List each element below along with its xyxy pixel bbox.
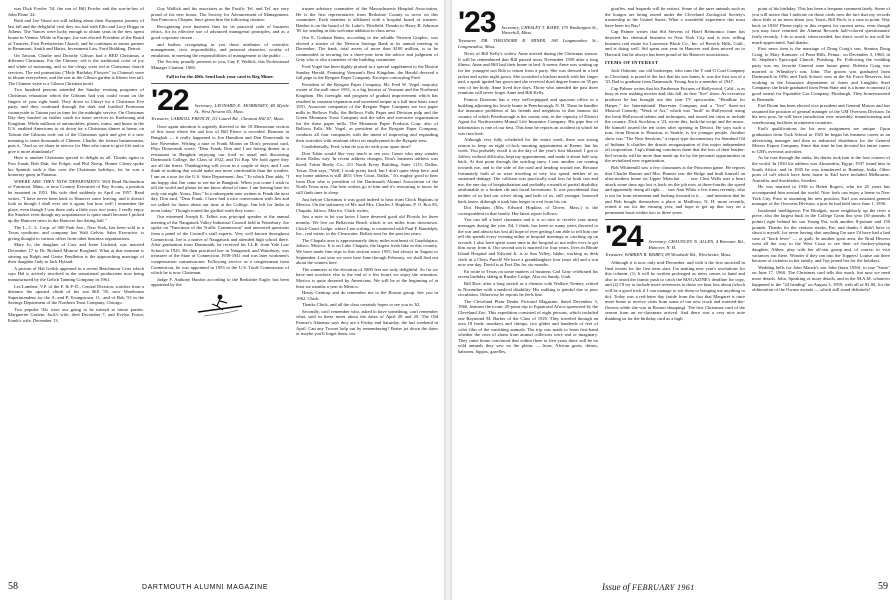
- class-24-secretary: Secretary, CHAUNCEY N. ALLEN, 4 Brewster Rd., Hanover, N. H.: [648, 239, 745, 250]
- paragraph: News of Bill Kelly's widow Anne arrived during the Christmas season. It will be remembered that Bill passed away November 1958 after a long illness. Anne and Bill had their home in bed. It seems Anne was waiting up for her youngest son Bob to return from a party. She was dressed in a bed jacket and nylon night gown. She scratched a kitchen match with her finger nail, a spark ignited her gown and she received third degree burns on 35 per cent of her body. Anne lived five days. Those who attended the past three reunions will never forget Anne and Bill Kelly.: [458, 51, 598, 96]
- paragraph: First news item is the marriage of Doug Craig's son, Stanton Doug Craig, to Mary Kamurer, of Penn Hills, Penna., on December 3, 1960, in St. Stephen's Episcopal Church, Pittsburg, Pa. Following the wedding party was my favorite General state house guest. Roberta Craig was married to Wheatley's son, John. The groom was graduated from Dartmouth in 1956, and Tuck School; now in the Air Force Reserves, but working in the Insurance department of Jones and Laughlin Steel Company; the bride graduated from Penn State and is a home economist (a good omen) for Equitable Gas Company, Pittsburgh. They honeymooned in Bermuda.: [752, 46, 890, 102]
- paragraph: The L. C. L. Corp. of 500 Park Ave., New York, has been sold to a Texas syndicate, and company has Walt Gelvin, Sales Executive, is giving thought to various offers from other business organizations.: [8, 224, 144, 241]
- paragraph: Mary Jo, the daughter of Cary and Irene Litchard, was married December 17 to Dr. Richard Monroe Borgland. What at that moment is stirring up Ralph and Gertie Pendleton is the approaching marriage of their daughter Judy to Jack Hyland.: [8, 242, 144, 265]
- class-23-secretary: Secretary, CHESLEY T. BIXBY, 170 Washington St., Haverhill, Mass.: [501, 24, 598, 36]
- left-col1-body: [8, 6, 144, 324]
- class-23-header: [458, 6, 598, 39]
- paragraph: trustee advisory committee of the Massachusetts Hospital Association. He is the first representative from Berkshire County to serve on this committee. Each member is affiliated with a hospital board of trustees. Hanlon is on the board of St. Luke's, Pittsfield. Thanks to Harry B. Johnson '05 for sending in this welcome addition to class news.: [296, 6, 438, 34]
- paragraph: Wedding bells for John Mauck's son John (born 1936): to one "Susie" on June 17, 1960. The Christmas card tells this much, but now we need more details. John. Speaking of more details, and in the M.A.M. whatever happened to the "24 heading" on August 3, 1959, with all of $1.00, for the obliteration of the Owaeo awards — which still stand definitely!: [752, 264, 890, 293]
- paragraph: Two hundred persons attended the Sunday evening programs of Christmas relaxation which the Gibsons had you could count on the fingers of your right hand. They drove to Chiayi for a Christmas Eve party, and they continued through the dark and fortified Formosan countryside to Tainan just in time for the midnight service. On Christmas Day they hurried on farther south for more services in Kaohsiung and Kingdom. While millions of automobiles, planes, trains, and buses in the U.S. enabled Americans to sit down for a Christmas dinner at home, on Taiwan the Gibsons rode out of the Christmas spirit and give it a new meaning to some thousands of Chinese. Charlie, the former businessman, puts it, "And so we share in service for Him who came to give life and to give it more abundantly!": [8, 87, 144, 154]
- paragraph: On Taiwan, Charlie and Dorothy Gibson had a RED Christmas, a different Christmas. For the Chinese, red is the traditional color of joy and white of mourning, and so the clergy wear red at Christmas church services. The red poinsettias ("Holy Birthday Flowers" in Chinese) were in bloom everywhere, and the one in the Gibson garden is fifteen feet tall. The Chinese verse is a Gibson Christian motif.: [8, 52, 144, 86]
- paragraph: giraffes, and leopards will be extinct. Some of the rarer animals such as the bongos are being reared under the Cleveland Zoological Society's trusteeship in the United States. What a wonderful experience this must have been for Ray!: [605, 6, 745, 28]
- right-col3-body: [752, 6, 890, 293]
- paragraph: The Chapala area is approximately thirty miles northeast of Guadalajara, Jalisco, Mexico. It is on Lake Chapala, the largest fresh lake in this country. We have made fine trips to this section since 1955, but always in August or September. Last year we were here June through February, we shall find out about the winters here.: [296, 237, 438, 266]
- paragraph: Although it is now only mid-December, and with it the first snowfall in final exams for the first term start, I'm making new year's resolutions for this column: (1) It will be written prolonged as news comes to hand and also to avoid the frantic push to catch the MAGAZINE's deadline for copy, and (2) I'll try to include more references to those we hear less about (which will be a good trick if I can manage to stir them to bringing me anything to do). Today was a red-letter day (aside from the fact that Margaret is once more home to receive visits from some of our new crock and watered-the-flowers while she was in Boston shopping). The first Christmas card of the season from an ex-classmate arrived. And there was a very nice note thanking us for the birthday card as a high: [605, 259, 745, 321]
- right-column-1: [458, 6, 598, 554]
- paragraph: Bob Whittemill saw a few classmates at the Princeton game. He reports that Charlie Bonner and Mrs. Bonner saw the Ridge and built himself an ultra-modern home on Upper Monclair . . . saw Clint Wells met a heart attack some time ago but is back on the job now at three-fourths the speed and apparently doing all right . . . saw Ann White a few times recently, who is not far from retirement and looking forward to it . . . and mentions that he and Bob bought themselves a place in Marlboro, N. H. more recently, rented it out for the ensuing year, and hope to get up that way on a permanent basis within two or three years.: [605, 165, 745, 215]
- left-column-3: [296, 6, 438, 554]
- paragraph: Ruth and Joe Vance are still talking about their European journey of last fall and the delightful visit they too had with Ellis and Lucy Briggs in Athens. The Vances were lucky enough to obtain seats in the new opera house in Vienna. While in Europe, Joe was elected President of the Board of Trustees, First Presbyterian Church, and he continues as senior partner in Beaumont, Smith and Harris, Investment Law, Ford Building, Detroit.: [8, 18, 144, 52]
- class-22-secretary: Secretary, LEONARD E. MORRISSEY, 48 Myrtle St., West Newton 65, Mass.: [194, 102, 289, 114]
- book-gutter: [444, 0, 452, 600]
- paragraph: Fred Vogel has been highly praised in a special supplement to the Boston Sunday Herald, Featuring Vermont's Best Kingdom, the Herald devoted a full page to the Ryegate Paper Company. Excerpts concerning Fred:: [296, 63, 438, 81]
- paragraph: President of the Ryegate Paper Company, Mr. Fred W. Vogel, majority owner of the mill since 1951, is a big booster of Vermont and the Northeast Kingdom. His foresight and program of gradual improvement which has resulted in constant expansion and increased output at a full time basis since 1951. Associate companies of the Ryegate Paper Company are two paper mills in Bellows Falls, the Bellows Falls Paper and Division pulp and the Green Mountain Trout Company and the sales and executive organization for the three paper mills. The Mountain Paper Products Corp. also of Bellows Falls. Mr. Vogel, as president of the Ryegate Paper Company, conducts all four companies with the intent of improving and expanding their activities with resultant effect on employment in the Ryegate area.: [296, 81, 438, 143]
- fall-in-note: Fall in for the 40th. Send back your card to Reg Miner.: [166, 73, 274, 79]
- paragraph: Secondly, can't remember who, asked to have something, can't remember what, said in these notes about the dates of April 28 and 29. The Old Farmer's Almanac says they are a Friday and Saturday, the last weekend in April. Can any Twoser help out by remembering? Better jot down the dates or maybe you'll forget them, too.: [296, 308, 438, 337]
- paragraph: Our E. Graham Bates, according to the reliable Newton Graphic, was elected a trustee of the Newton Savings Bank at its annual meeting in December. The bank, total assets of more than $100 million, is to be commended in securing for a three-year term the advice and judgment of Gray who is also a member of the building committee.: [296, 34, 438, 63]
- right-column-2: [605, 6, 745, 554]
- paragraph: Jock Osborne, our old bookeeper, who runs the Y and O Coal Company in Cleveland, is proud of the fact that his son James Jr. was the first son of a '23 Dad to graduate from Dartmouth. Young Jim is a member of 1947.: [605, 67, 745, 85]
- paragraph: En route to Texas on some matters of business Carl Gray celebrated his recent birthday skiing at Rustler Lodge, Alta via Sandy, Utah.: [458, 268, 598, 280]
- paragraph: The summers at the elevation of 5000 feet are truly delightful. So far we have met nowhere else to the end of a few hours we enjoy the sensation. Mexico is quite deserted by Americans. We will be at the beginning of at least six months a year in Mexico.: [296, 266, 438, 289]
- paragraph: Judge F. Anthony Hanlon according to the Berkshire Eagle, has been appointed by the: [151, 276, 289, 288]
- paragraph: Once again attention is urgently directed to the 18 Memoriam section of this issue where the sad loss of Bill Pierce is recorded. Reunion in Bangkok — it really happened to Jon Hamilton and Don Donovanik in late November. Writing a note to Frank Moran on Don's personal card, Phys Donovanik wrote, "Dear Frank, Don and I are having dinner in a restaurant in Bangkok enjoying our food so usual and discussing Dartmouth College, the Class of 1922, and Tri Kap. We both agree they are all the finest. Thanksgiving will occur in a couple of days, and I can think of nothing that would make one more comfortable than the weather. I am on a tour for the U.S. State Department. Jim." To which Don adds, "I am happy that Jim came to see me in Bangkok. When you come I wish to tell the world and please let me know ahead of time. I am leaving here for only one night. Yours, Don." In a subsequent note written to Frank the next day, Don said, "Dear Frank, I have had a nice conversation with Jim and we talked for hours about our time at the College. Jim left for India at noon today." Though routed the girdled earth they room . . .: [151, 123, 289, 213]
- paragraph: Our esteemed Joseph E. Talbot was principal speaker at the annual meeting of the Naugatuck Valley Industrial Council held in Waterbury. Joe spoke on "Functions of the Traffic Commission" and answered questions from a panel of the Council's staff experts. Very well known throughout Connecticut, Joe is a native of Naugatuck and attended high school there. After graduation from Dartmouth, he received his LL.B. from Yale Law School in 1925. He then practiced law in Naugatuck and Waterbury, was treasurer of the State of Connecticut 1939-1941 and was later workmen's compensation commissioner. Following service as a congressman from Connecticut, he was appointed in 1953 to the U.S. Tariff Commission of which he is now Chairman.: [151, 214, 289, 276]
- right-col2-body-a: [605, 6, 745, 57]
- right-page-number: 59: [878, 581, 888, 592]
- paragraph: Bill Rice, after a long stretch as a chemist with Wallace Tierney, retired in November with a medical disability. His walking is painful due to poor circulation. Otherwise he reports he feels fine.: [458, 280, 598, 298]
- right-footer: [878, 581, 888, 592]
- right-col1-body: [458, 51, 598, 354]
- class-22-treasurer: Treasurer, CARROLL FRENCH, 111 Laurel Rd., Chestnut Hill 67, Mass.: [151, 116, 285, 122]
- class-23-treasurer: Treasurer, DR. THEODORE R. MINER, 180 Longmeadow St., Longmeadow, Mass.: [458, 38, 598, 49]
- paragraph: Les Lambert, V.P. of the F. & P.-D., Central Division, watches from a distance the upward climb of his son Bill '50, now Warehouse Superintendent for the A. and P. Youngstown, O., and of Bob '53 in the Savings Department of the Northern Trust Company, Chicago.: [8, 283, 144, 306]
- paragraph: and further, recognizing in you those attributes of scientific management, civic responsibility, and personal character, worthy of emulation, in meeting the responsibilities of management to the public . . .: [151, 41, 289, 58]
- issue-prefix: Issue of: [602, 582, 630, 592]
- paragraph: Earl Doom has been elected vice president and General Motors and has assumed the position of general manager of the GM Overseas Division. In his new post, he will have jurisdiction over assembly, manufacturing and warehousing facilities in nineteen countries.: [752, 103, 890, 125]
- paragraph: Two popular '42s were our going to be missed at future parties. Marguerite Garfein, Jack's wife, died December 7, and Evelyn Foster, Frank's wife, December 13.: [8, 306, 144, 324]
- issue-line: [602, 582, 695, 592]
- paragraph: Confidentially, Fred, what do you do with your spare time?: [302, 144, 411, 150]
- paragraph: Earl's qualifications for his new assignment are unique. Upon graduation from Tuck School in 1925 he began his business career as an advertising manager and then as industrial distributor for the General Motors Export Company. Since that time he has devoted his entire career to GM's overseas activities.: [752, 126, 890, 154]
- left-page-number: 58: [8, 581, 18, 592]
- paragraph: was Dick Fowler '54, the son of Bill Fowler and the son-in-law of John Plane '24.: [8, 6, 144, 17]
- magazine-name: DARTMOUTH ALUMNI MAGAZINE: [142, 584, 269, 591]
- left-page: [0, 0, 444, 600]
- paragraph: Just before Christmas it was good indeed to hear from Chick Hopkins in Mexico. On the stationery of Mr. and Mrs. Charles J. Hopkins, P. O. Box 83, Chapala, Jalisco, Mexico, Chick writes,: [296, 196, 438, 213]
- paragraph: The Cleveland Plain Dealer Pictorial Magazine, dated December 3, 1960, features the iconic 45-point trip to Equatorial Africa sponsored by the Cleveland Zoo. This expedition consisted of eight persons, which included one Raymond M. Barker of the Class of 1925. They traveled through an area 18 birds, monkeys and chimps, two glides and hundreds of feet of color film of the vanishing animals. The trip was made to learn first-hand whether the cries of alarm from animal collectors were real or imaginary. They came home convinced that within three to five years there will be no wild animals they saw on the plains — lions, African goats, rhinos, baboons, hippos, gazelles,: [458, 298, 598, 355]
- paragraph: You can tell a brief classmate and it is so nice to receive your many messages during the year. Ed, I think, has been so many years devoted to the war and almost has lost all hope of ever getting I am able to tell him one tell the spends every evening either at hospital meetings or catching up on records. I also have spent some time in the hospital so not miles ever to get him away from it. Our second son is married for four years, lives in Rhode Island Hospital and Edward Jr. is at Sun Valley, Idaho, working as desk clerk in a Chrys Punch! We have a granddaughter four years old and a son now one day. David is at Fort Dix for six months.: [458, 217, 598, 268]
- class-24-header: [605, 220, 745, 254]
- right-column-3: [752, 6, 890, 554]
- left-col2-body-b: [151, 124, 289, 288]
- issue-month: FEBRUARY 1961: [632, 583, 695, 592]
- left-column-1: [8, 6, 144, 554]
- paragraph: Henry Gentrup and do remember me to the Boston group. See you in 1962. Chick.: [296, 290, 438, 301]
- paragraph: Cap Palmer writes that his Parthenon Pictures of Hollywood, Calif., is as busy as ever making movies and, this fall, its first "live" show. As executive producer he has brought out this year TV spectacular, "Headline for Harper," for International Harvester Company and a "live" three-act Musical Comedy, "Work of Art," which was "built" in Hollywood, using the fresh Hollywood talents and techniques, and toured ten cities to include the country. Dick Stockton, a '23, wrote this, both the script and the music. He himself toured the ten cities after opening in Detroit. He says such a tour, from Boston to Houston, to Seattle, is for younger people. Another show was "The Next Sessions," a report type documentary for Standard Oil of Indiana. It clarifies the drastic reorganization of this major independent oil corporation. Cap's thinking convinces them that the loss of their leather-bed security will be more than made up for by the personal opportunities in the revitalized new organization.: [605, 85, 745, 164]
- paragraph: As he rose through the ranks, his duties took him to the four corners of the world. In 1930 his address was Alexandria, Egypt; 1937 found him in South Africa; and in 1945 he was transferred to Bombay, India. Other ports of call which have been home to Earl have included Melbourne, Australia, and Stockholm, Sweden.: [752, 155, 890, 183]
- paragraph: A picture of Hal Gelich appeared in a recent Beachmour Crier which says Hal is actively involved in the sensational productions now being manufactured by the Gelich Tanning Company in 1961.: [8, 265, 144, 282]
- class-year-23: '23: [458, 6, 496, 39]
- paragraph: point of his birthday. This has been a frequent comment lately. Some of you will notice that I indicate on those cards now the fact that my records show little or no news about you. Yours, Bill Fitch, is a case in point. Way back in 1936! Please reply to this request for current news, even though you may have returned the Alumni Records half-colored questionnaire fairly recently. I do so much, when needed, but direct word to me will be much appreciated. And thanks.: [752, 6, 890, 45]
- paragraph: The Society proudly presents to you, Guy F. Wallick, this Professional Manager Citation, 1960.: [151, 59, 289, 70]
- right-col2-body-b: [605, 68, 745, 215]
- class-year-24: '24: [605, 220, 643, 254]
- paragraph: Cap Palmer writes that Sid Stevens of Hotel Belmonico fame has deserted his chemical business in New York City and is now selling business real estate for Lawrence Block Co., Inc. of Beverly Hills, Calif., and is doing well. Sid spent one year in Hanover and then moved on to Harvard, but he always has been proud of his Hanover associations.: [605, 29, 745, 57]
- paragraph: Although very fully scheduled for the entire week, there was strong reason to keep an eight o'clock morning appointment at Keene, but his week. You probably recall it as the day of the year's first blizzard. I got to Jaffrey without difficulty, kept my appointment, and made it about half-way back. At that point through the swirling snow I saw another car coming towards me, and to the side of the road and heading toward me. Because fortunately both of us were traveling at very low speed, neither of us sustained damage. The collision was practically total loss for both cars and me, the one day of hospitalization and probably a month of partial disability attributable to a broken rib and facial lacerations. It was providential that neither of us had our wives along and both of us, still younger, bounced back faster, although it took him longer to exit from his car.: [458, 137, 598, 204]
- paragraph: Francis Donovan has a very well-equipped and spacious office in a building adjoining his lovely home in Peterborough, N. H. There he handles the insurance problems of his friends and neighbors in that famous ski country of which Peterborough is the county seat, in the capacity of District Agent for Northwestern Mutual Life Insurance Company. His pipe line of information is one of our best. This time he reports an accident in which he was involved:: [458, 96, 598, 136]
- left-column-2: [151, 6, 289, 554]
- items-of-interest-heading: ITEMS OF INTEREST: [605, 60, 659, 66]
- right-col2-body-c: [605, 260, 745, 322]
- paragraph: Just a note to let you know I have deserted good old Florida for three months. We live on Bellavista Beach which is six miles from downtown. Chick-Gourt Lodge, where I am writing, is connected with Paul F. Randolph, Inc., real estate, in the Clearwater, Bellair area for the past ten years.: [296, 214, 438, 237]
- class-24-treasurer: Treasurer, WARREN B. BISBEY, 89 Woodside Rd., Winchester, Mass.: [605, 252, 732, 258]
- class-year-22: '22: [151, 84, 189, 118]
- left-col2-body-a: [151, 6, 289, 71]
- paragraph: Incidental intelligence: Pat Blodgett, more neighborly up the river a piece, also the largest buck in the College Grant this year (30 pounds; 8 points) right behind his son Young Pat, with another 8-pointer and 150 pounds. Thanks for the venison steaks, Pat; and thanks I didn't have to shoot it myself, for never having shot anything I'm sure I'd have had a bad case of "buck fever" — or guilt. In another sport area, the Brad Hewess went all the way to the West Coast to see their ice hockey-playing daughter, Althea, play with her all-star group and, of course, to visit variances out there. Wonder if they ran into the Toppers! Louise out there because of sickness in her family, and Top joined her for the holidays.: [752, 207, 890, 264]
- paragraph: Here is another Christmas special to delight us all. Thanks again to Pres Jonah, Bob Dub, Joe Folger, and Phil Neesp. Homer Cleary spoke his Spanish with a flair over the Christmas holidays, for he was a honorary guest in Panama.: [8, 155, 144, 178]
- class-22-header: [151, 84, 289, 118]
- paragraph: Don Tobin would like very much to see you. Gener who may wander down Dallas way. In recent address changes, Don's business address was listed: Tobin Realty Co., 211 North Ervay Building, Suite 1115, Dallas, Texas. Don says, "Well, I work pretty hard, but I don't quite sleep here, and my home address is still 4851 Over Court, Dallas." It's mighty good to hear from Don who is president of the Dartmouth Alumni Association of the North Texas area. Our best wishes go to him and it's reassuring to know he still finds time to sleep.: [296, 150, 438, 195]
- left-footer: [8, 581, 18, 592]
- paragraph: Dot Hopkins (Mrs. Edward Hopkins of Dover, Mass.) is the correspondent in that family. Her latest report follows:: [458, 205, 598, 216]
- skier-illustration-icon: [190, 292, 250, 318]
- paragraph: Thanks Chick, and all the class certainly hopes to see you in '62.: [302, 302, 421, 308]
- left-col3-body: [296, 6, 438, 337]
- paragraph: Recognizing your business firm for its practical code of business ethics, for its effective use of advanced managerial principles, and as a good corporate citizen . . .: [151, 23, 289, 40]
- paragraph: Guy Wallick and his associates at the Pacific Tel. and Tel. are very proud of his new honor. The Society for Advancement of Management, San Francisco Chapter, have given him the following citation:: [151, 6, 289, 23]
- paragraph: WHERE ARE THEY NOW DEPARTMENT: Will Read Richardson of Fairmont, Minn., is now Country Executive of Boy Scouts, a position he assumed in 1951. His wife died suddenly in April on 1957. Read writes, "I have never been back to Hanover since leaving, and it doesn't look as though I shall ever see it again, but how well I remember the place, even though I was there only a little over two years. I really enjoy the Smokes even though my acquaintance is quite small because I picked up the Hanover news in the Hanover lies dating half.": [8, 178, 144, 223]
- paragraph: He was married in 1936 to Helen Rogers, who for 25 years has accompanied him around the world. Now both can enjoy a home in New York City. Prior to assuming his new position, Earl was assistant general manager of the Overseas Division, a post he had held since June 1, 1956.: [752, 184, 890, 207]
- right-page: [452, 0, 896, 600]
